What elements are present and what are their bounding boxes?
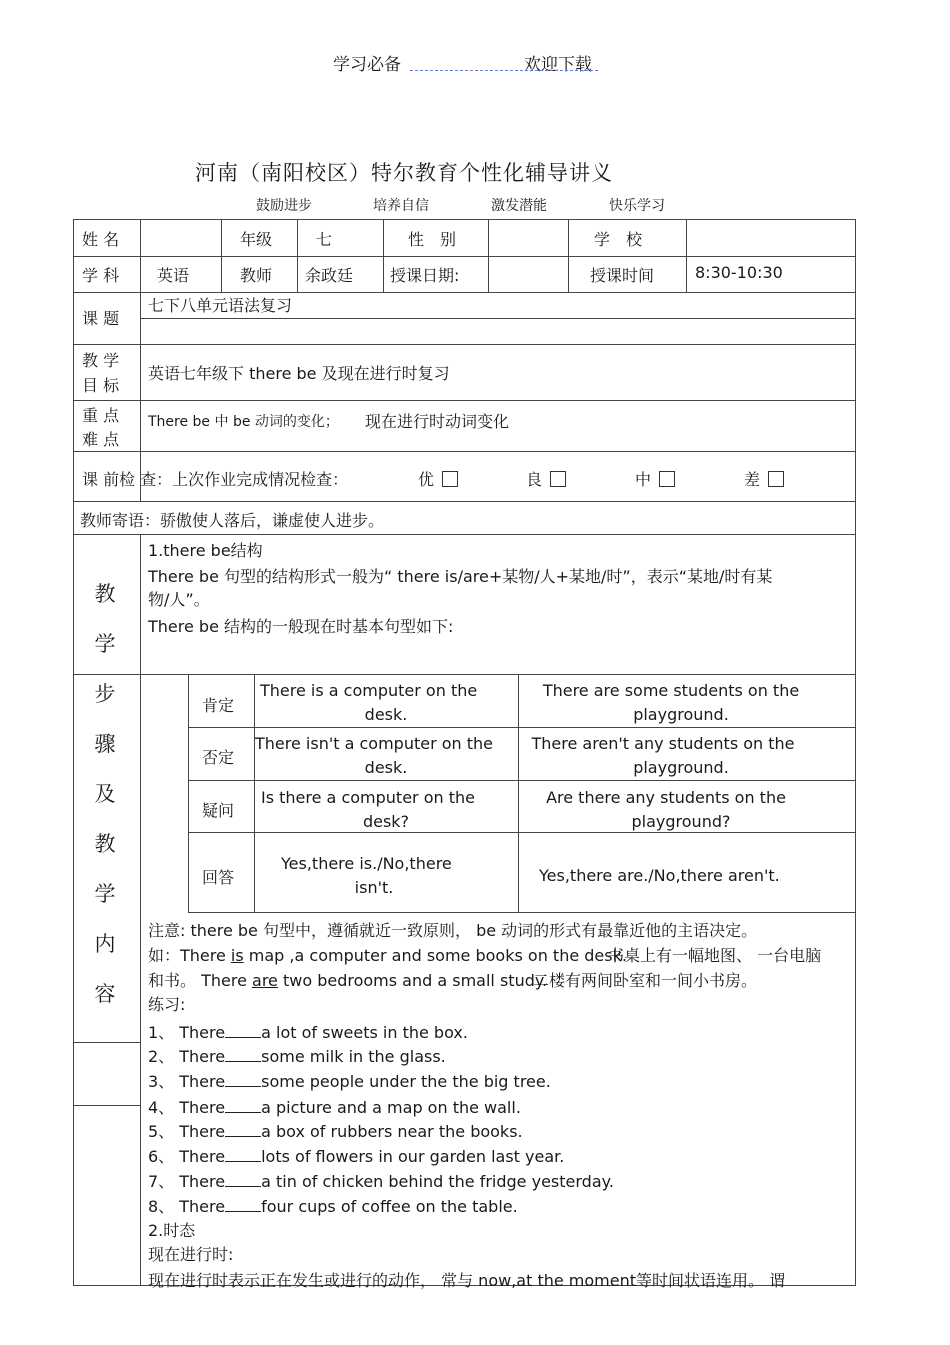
grid-line [140,534,141,1286]
goal-label-1: 教 学 [82,351,120,370]
key-label-1: 重 点 [82,406,120,425]
key-value-small: There be 中 be 动词的变化； [148,414,339,430]
table-cell: There is a computer on the [260,681,478,700]
motto-4: 快乐学习 [609,198,665,214]
answer-blank[interactable] [225,1025,261,1038]
answer-blank[interactable] [225,1199,261,1212]
section-1-heading: 1.there be结构 [148,541,263,560]
teacher-value: 余政廷 [305,266,354,285]
exercise-item: 6、 There lots of flowers in our garden last year. [148,1147,565,1166]
table-cell: playground. [633,758,729,777]
grid-line [73,1105,140,1106]
teacher-label: 教师 [240,266,273,285]
table-cell: isn't. [354,878,394,897]
grid-line [188,727,856,728]
table-cell: playground. [633,705,729,724]
key-label-2: 难 点 [82,430,120,449]
grid-line [73,219,74,1286]
time-value: 8:30-10:30 [695,263,783,282]
grid-line [73,534,856,535]
motto-2: 培养自信 [373,198,429,214]
grid-line [855,219,856,1286]
goal-value: 英语七年级下 there be 及现在进行时复习 [148,364,450,383]
grid-line [188,912,856,913]
note: 注意: there be 句型中，遵循就近一致原则， be 动词的形式有最靠近他的主语决定。 [148,921,758,940]
grid-line [686,219,687,292]
exercise-item: 3、 There some people under the the big tree. [148,1072,551,1091]
example-1-cn: 书桌上有一幅地图、 一台电脑 [608,946,822,965]
example-2: 和书。 There are two bedrooms and a small study. [148,971,548,990]
grid-line [188,780,856,781]
exercise-item: 7、 There a tin of chicken behind the fridge yesterday. [148,1172,614,1191]
header-underline [410,70,598,71]
checkbox[interactable] [442,471,458,487]
checkbox[interactable] [550,471,566,487]
grid-line [73,451,856,452]
grid-line [188,674,189,913]
answer-blank[interactable] [225,1074,261,1087]
grade-label: 年级 [240,230,273,249]
table-cell: Yes,there are./No,there aren't. [539,866,780,885]
table-row-type: 回答 [202,868,235,887]
motto-3: 激发潜能 [491,198,547,214]
table-row-type: 肯定 [202,696,235,715]
grid-line [73,501,856,502]
document-title: 河南（南阳校区）特尔教育个性化辅导讲义 [195,161,613,185]
key-value-main: 现在进行时动词变化 [365,412,510,431]
header-left: 学习必备 [333,55,401,75]
answer-blank[interactable] [225,1049,261,1062]
answer-blank[interactable] [225,1174,261,1187]
table-cell: Is there a computer on the [261,788,475,807]
section-2-heading: 2.时态 [148,1221,196,1240]
gender-label: 性 别 [408,230,457,249]
checkbox[interactable] [768,471,784,487]
exercise-item: 5、 There a box of rubbers near the books. [148,1122,523,1141]
time-label: 授课时间 [590,266,655,285]
precheck-text: 课 前检 查：上次作业完成情况检查： [82,470,349,489]
topic-value: 七下八单元语法复习 [148,296,293,315]
steps-label: 教 学 步 骤 及 教 学 内 容 [94,582,116,1006]
grid-line [188,832,856,833]
section-1-para-1b: 物/人”。 [148,590,210,609]
exercise-item: 2、 There some milk in the glass. [148,1047,446,1066]
table-cell: desk. [364,758,408,777]
grid-line [73,344,856,345]
grade-value: 七 [316,230,333,249]
exercise-item: 8、 There four cups of coffee on the table. [148,1197,518,1216]
motto-1: 鼓励进步 [256,198,312,214]
header-right: 欢迎下载 [524,55,592,75]
exercise-item: 1、 There a lot of sweets in the box. [148,1023,468,1042]
table-cell: playground? [631,812,731,831]
subject-value: 英语 [157,266,190,285]
precheck-option-average[interactable]: 中 [635,467,675,490]
section-1-para-1a: There be 句型的结构形式一般为“ there is/are+某物/人+某地/时”，表示“某地/时有某 [148,567,773,586]
goal-label-2: 目 标 [82,376,120,395]
practice-label: 练习: [148,995,186,1014]
grid-line [221,219,222,292]
teacher-message: 教师寄语：骄傲使人落后，谦虚使人进步。 [80,511,385,530]
progressive-label: 现在进行时: [148,1245,234,1264]
grid-line [488,219,489,292]
name-label: 姓 名 [82,230,120,249]
table-cell: There are some students on the [542,681,800,700]
date-label: 授课日期: [390,266,460,285]
example-2-cn: 二楼有两间卧室和一间小书房。 [533,971,758,990]
table-row-type: 疑问 [202,801,235,820]
exercise-item: 4、 There a picture and a map on the wall. [148,1098,521,1117]
grid-line [140,318,856,319]
answer-blank[interactable] [225,1124,261,1137]
grid-line [73,674,856,675]
table-cell: Yes,there is./No,there [281,854,452,873]
grid-line [73,400,856,401]
checkbox[interactable] [659,471,675,487]
table-cell: desk. [364,705,408,724]
precheck-option-good[interactable]: 良 [526,467,566,490]
answer-blank[interactable] [225,1149,261,1162]
subject-label: 学 科 [82,266,120,285]
school-label: 学 校 [594,230,643,249]
precheck-option-poor[interactable]: 差 [744,467,784,490]
grid-line [140,219,141,501]
topic-label: 课 题 [82,309,120,328]
grid-line [568,219,569,292]
grid-line [73,256,856,257]
precheck-option-excellent[interactable]: 优 [418,467,458,490]
section-1-para-2: There be 结构的一般现在时基本句型如下: [148,617,454,636]
table-row-type: 否定 [202,748,235,767]
table-cell: Are there any students on the [546,788,786,807]
grid-line [73,1042,140,1043]
grid-line [383,219,384,292]
grid-line [297,219,298,292]
answer-blank[interactable] [225,1100,261,1113]
table-cell: desk? [362,812,410,831]
grid-line [73,219,856,220]
table-cell: There isn't a computer on the [255,734,494,753]
table-cell: There aren't any students on the [531,734,795,753]
progressive-text: 现在进行时表示正在发生或进行的动作， 常与 now,at the moment等时间状语连用。 谓 [148,1271,786,1290]
example-1: 如：There is map ,a computer and some books on the desk. [148,946,627,965]
